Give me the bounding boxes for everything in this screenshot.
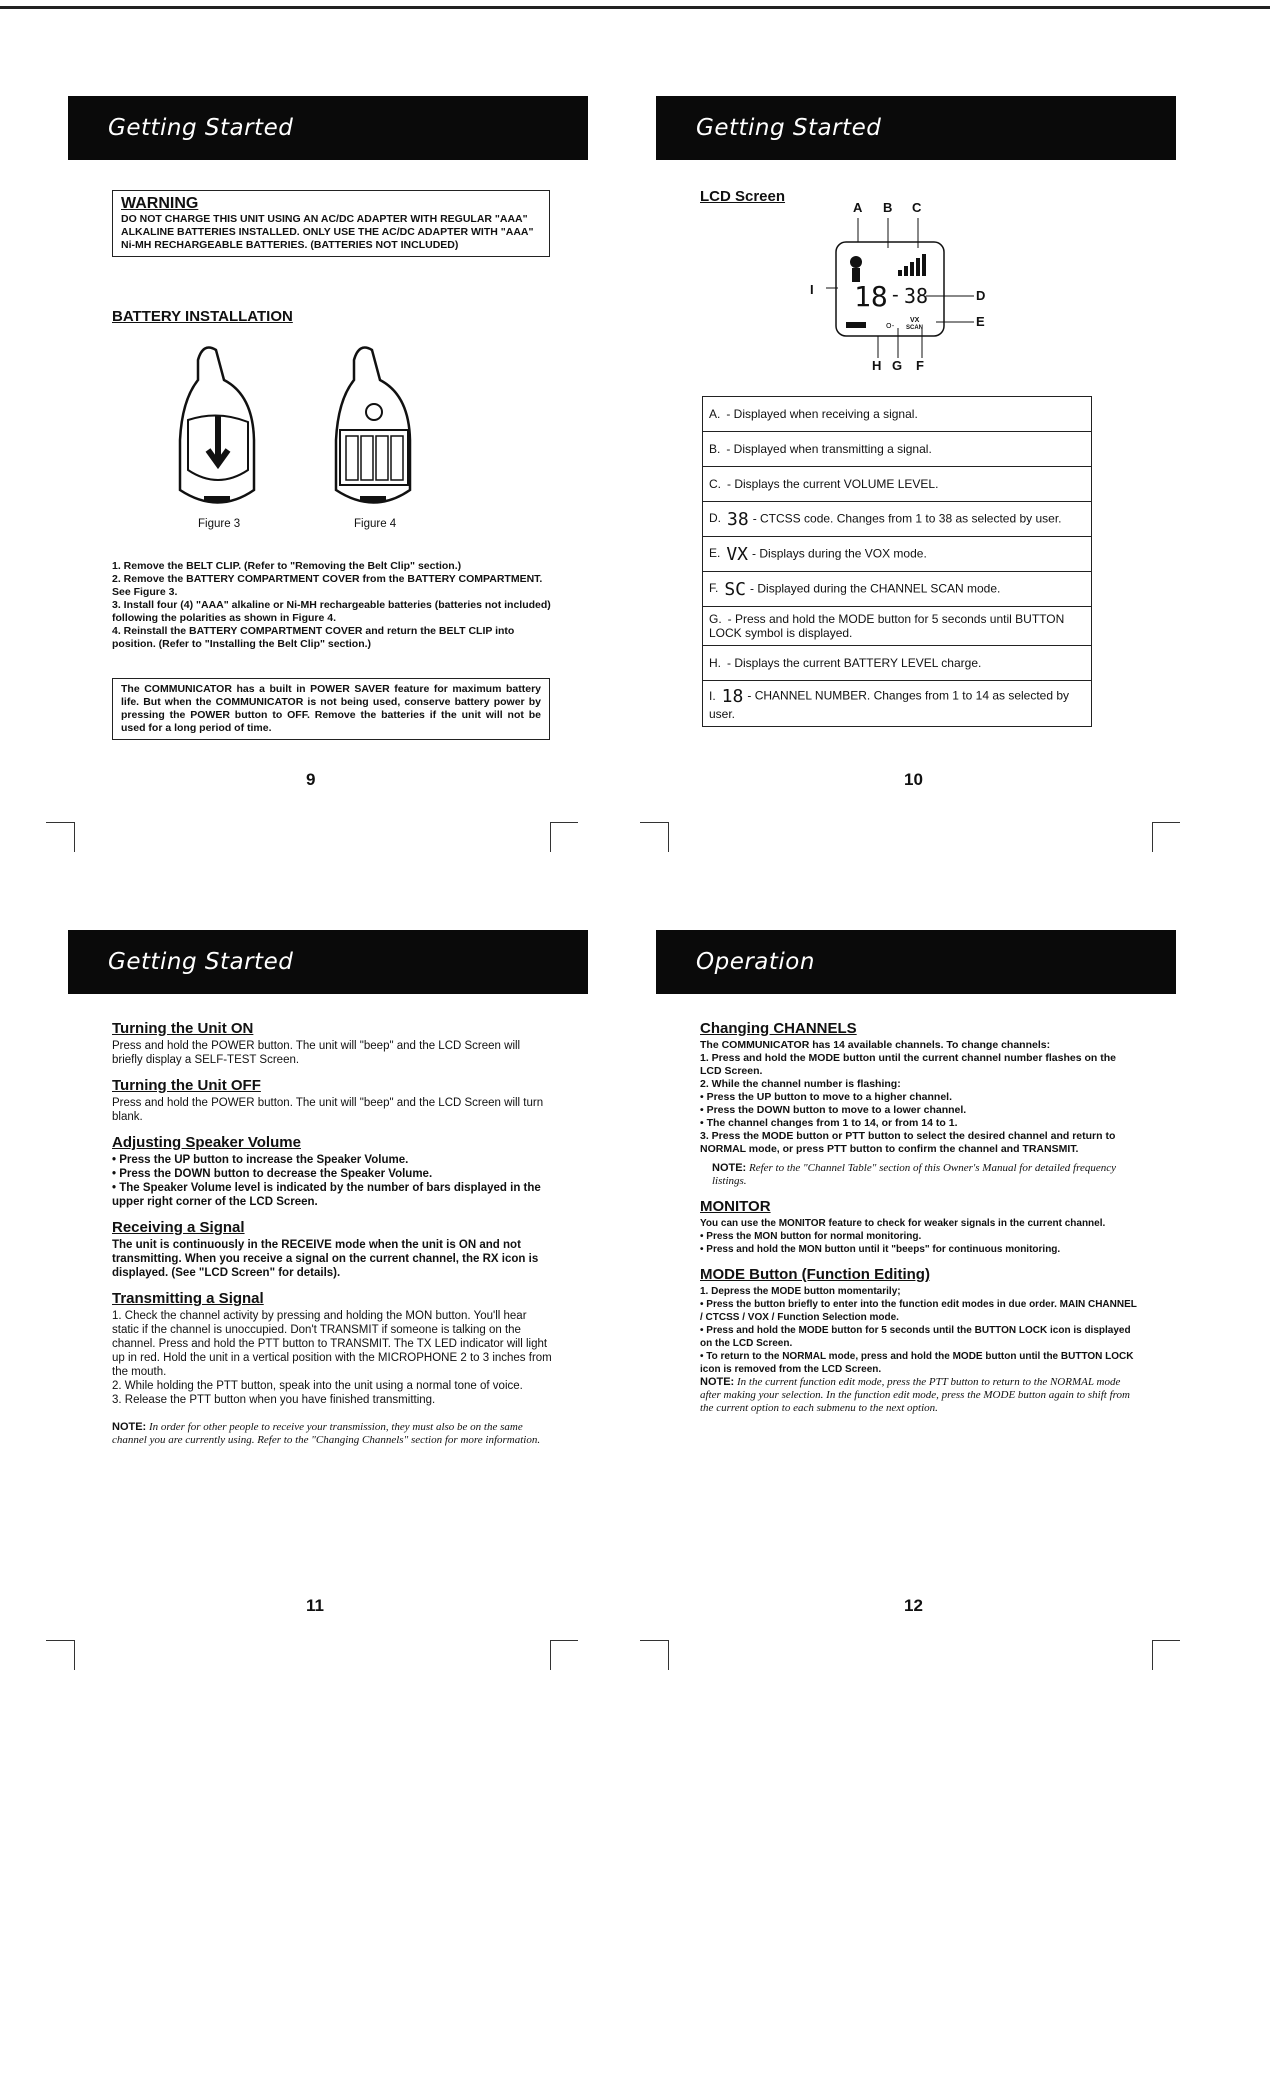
transmitting-list (112, 1309, 552, 1407)
callout-b: B (883, 200, 893, 215)
lcd-legend-cell (703, 572, 1092, 607)
mode-list (700, 1285, 1140, 1376)
turning-on-text: Press and hold the POWER button. The unit will "beep" and the LCD Screen will briefly display a SELF-TEST Screen. (112, 1040, 521, 1066)
page-11-banner: Getting Started (68, 930, 588, 994)
list-item: 1. Press and hold the MODE button until the current channel number flashes on the LCD Screen. (700, 1052, 1116, 1077)
callout-e: E (976, 314, 985, 329)
lcd-legend-cell (703, 607, 1092, 646)
channels-list (700, 1039, 1140, 1156)
mode-note (700, 1376, 1140, 1415)
page-9-banner: Getting Started (68, 96, 588, 160)
row-description: - CHANNEL NUMBER. Changes from 1 to 14 as selected by user. (709, 688, 1070, 721)
row-letter: F. (709, 581, 719, 596)
turning-off-title: Turning the Unit OFF (112, 1077, 261, 1094)
page-12 (656, 930, 1176, 1660)
callout-g: G (892, 358, 903, 373)
callout-f: F (916, 358, 924, 373)
page-10-banner: Getting Started (656, 96, 1176, 160)
battery-step: 3. Install four (4) "AAA" alkaline or Ni-MH rechargeable batteries (batteries not included) following the polarities as shown in Figure 4. (112, 599, 551, 624)
row-letter: H. (709, 656, 721, 670)
lcd-legend-table (702, 396, 1092, 727)
lcd-legend-row (703, 681, 1092, 727)
page-11-content (112, 1020, 552, 1447)
list-item: • Press the UP button to increase the Speaker Volume. (112, 1154, 409, 1166)
row-letter: I. (709, 688, 716, 703)
turning-on-title: Turning the Unit ON (112, 1020, 254, 1037)
page-number-9: 9 (306, 770, 316, 789)
receiving-text: The unit is continuously in the RECEIVE mode when the unit is ON and not transmitting. When you receive a signal on the current channel, the RX icon is displayed. (See "LCD Screen" for details). (112, 1239, 539, 1279)
note-text: In the current function edit mode, press the PTT button to return to the NORMAL mode after making your selection. In the function edit mode, press the MODE button again to shift from the current option to each submenu to the next option. (700, 1376, 1130, 1414)
figure-4-illustration (324, 340, 424, 512)
warning-box (112, 190, 550, 257)
row-description: - Displays the current VOLUME LEVEL. (727, 477, 939, 491)
transmitting-title: Transmitting a Signal (112, 1290, 264, 1307)
row-description: - Press and hold the MODE button for 5 seconds until BUTTON LOCK symbol is displayed. (709, 612, 1065, 640)
row-symbol: SC (724, 578, 747, 600)
list-item: • Press the UP button to move to a higher channel. (700, 1091, 953, 1103)
crop-mark (1152, 1640, 1180, 1641)
battery-installation-title: BATTERY INSTALLATION (112, 308, 293, 325)
crop-mark (550, 822, 551, 852)
figure-4-caption: Figure 4 (354, 518, 397, 530)
battery-steps (112, 560, 552, 651)
row-description: - CTCSS code. Changes from 1 to 38 as selected by user. (752, 511, 1062, 526)
row-description: - Displayed during the CHANNEL SCAN mode. (750, 581, 1001, 596)
crop-mark (550, 1640, 551, 1670)
figure-3-illustration (168, 340, 268, 512)
crop-mark (1152, 822, 1180, 823)
volume-list (112, 1153, 552, 1209)
callout-h: H (872, 358, 882, 373)
warning-text: DO NOT CHARGE THIS UNIT USING AN AC/DC ADAPTER WITH REGULAR "AAA" ALKALINE BATTERIES INSTALLED. ONLY USE THE AC/DC ADAPTER WITH "AAA" Ni-MH RECHARGEABLE BATTERIES. (BATTERIES NOT INCLUDED) (121, 213, 534, 251)
list-item: • Press the button briefly to enter into the function edit modes in due order. MAIN CHANNEL / CTCSS / VOX / Function Selection mode. (700, 1299, 1137, 1323)
lcd-legend-cell (703, 646, 1092, 681)
lcd-legend-row (703, 607, 1092, 646)
crop-mark (1152, 1640, 1153, 1670)
rx-tx-icon (850, 256, 862, 282)
channels-note (712, 1162, 1140, 1188)
lock-icon: O- (886, 322, 895, 330)
lcd-legend-cell (703, 502, 1092, 537)
crop-mark (668, 822, 669, 852)
mode-button-title: MODE Button (Function Editing) (700, 1266, 930, 1283)
warning-title: WARNING (121, 195, 199, 212)
crop-mark (46, 822, 74, 823)
page-10 (656, 96, 1176, 796)
lcd-legend-cell (703, 537, 1092, 572)
callout-a: A (853, 200, 863, 215)
lcd-vx-label: VX (910, 317, 920, 324)
row-letter: E. (709, 546, 721, 561)
lcd-legend-row (703, 646, 1092, 681)
page-9 (68, 96, 588, 796)
crop-mark (550, 1640, 578, 1641)
battery-level-icon (846, 322, 866, 328)
lcd-legend-row (703, 467, 1092, 502)
callout-i: I (810, 282, 814, 297)
crop-mark (640, 822, 668, 823)
page-12-content (700, 1020, 1140, 1415)
lcd-legend-row (703, 537, 1092, 572)
row-symbol: VX (726, 543, 749, 565)
transmit-note (112, 1421, 552, 1447)
power-saver-text: The COMMUNICATOR has a built in POWER SAVER feature for maximum battery life. But when the COMMUNICATOR is not being used, conserve battery power by pressing the POWER button to OFF. Remove the batteries if the unit will not be used for a long period of time. (121, 683, 541, 734)
list-item: • Press the DOWN button to decrease the Speaker Volume. (112, 1168, 433, 1180)
list-item: • Press the MON button for normal monitoring. (700, 1231, 922, 1242)
lcd-legend-row (703, 397, 1092, 432)
lcd-dash: - (892, 284, 899, 306)
list-item: 3. Press the MODE button or PTT button to select the desired channel and return to NORMAL mode, or press PTT button to confirm the channel and TRANSMIT. (700, 1130, 1116, 1155)
list-item: You can use the MONITOR feature to check for weaker signals in the current channel. (700, 1218, 1106, 1229)
row-symbol: 38 (727, 508, 749, 530)
callout-c: C (912, 200, 922, 215)
volume-title: Adjusting Speaker Volume (112, 1134, 301, 1151)
lcd-legend-cell (703, 397, 1092, 432)
list-item: 2. While holding the PTT button, speak into the unit using a normal tone of voice. (112, 1380, 523, 1392)
lcd-legend-row (703, 502, 1092, 537)
note-text: Refer to the "Channel Table" section of this Owner's Manual for detailed frequency listings. (712, 1162, 1116, 1187)
list-item: • The Speaker Volume level is indicated by the number of bars displayed in the upper right corner of the LCD Screen. (112, 1182, 541, 1208)
lcd-diagram (810, 200, 1066, 380)
figure-3-caption: Figure 3 (198, 518, 241, 530)
lcd-legend-cell (703, 681, 1092, 727)
volume-bars-icon (898, 254, 926, 276)
lcd-legend-row (703, 572, 1092, 607)
note-label: NOTE: (112, 1421, 147, 1433)
battery-step: 1. Remove the BELT CLIP. (Refer to "Removing the Belt Clip" section.) (112, 560, 462, 572)
row-letter: C. (709, 477, 721, 491)
crop-mark (46, 1640, 74, 1641)
row-description: - Displays during the VOX mode. (752, 546, 927, 561)
crop-mark (550, 822, 578, 823)
receiving-title: Receiving a Signal (112, 1219, 245, 1236)
power-saver-box (112, 678, 550, 740)
list-item: 1. Check the channel activity by pressing and holding the MON button. You'll hear static if the channel is unoccupied. Don't TRANSMIT if someone is talking on the channel. Press and hold the PTT button to TRANSMIT. The TX LED indicator will light up in red. Hold the unit in a vertical position with the MICROPHONE 2 to 3 inches from the mouth. (112, 1310, 552, 1378)
list-item: • To return to the NORMAL mode, press and hold the MODE button until the BUTTON LOCK icon is removed from the LCD Screen. (700, 1351, 1134, 1375)
row-symbol: 18 (721, 686, 744, 707)
list-item: The COMMUNICATOR has 14 available channels. To change channels: (700, 1039, 1051, 1051)
lcd-code-digits: 38 (904, 284, 929, 308)
page-number-12: 12 (904, 1596, 923, 1615)
page-number-10: 10 (904, 770, 923, 789)
page-11 (68, 930, 588, 1660)
changing-channels-title: Changing CHANNELS (700, 1020, 857, 1037)
list-item: • Press the DOWN button to move to a lower channel. (700, 1104, 967, 1116)
top-rule (0, 6, 1270, 9)
lcd-legend-row (703, 432, 1092, 467)
lcd-screen-title: LCD Screen (700, 188, 786, 205)
list-item: • Press and hold the MON button until it "beeps" for continuous monitoring. (700, 1244, 1061, 1255)
battery-step: 4. Reinstall the BATTERY COMPARTMENT COVER and return the BELT CLIP into position. (Refer to "Installing the Belt Clip" section.) (112, 625, 515, 650)
list-item: 1. Depress the MODE button momentarily; (700, 1286, 901, 1297)
crop-mark (668, 1640, 669, 1670)
lcd-legend-cell (703, 467, 1092, 502)
monitor-title: MONITOR (700, 1198, 771, 1215)
page-12-banner: Operation (656, 930, 1176, 994)
lcd-legend-cell (703, 432, 1092, 467)
lcd-scan-label: SCAN (906, 325, 924, 331)
note-label: NOTE: (712, 1162, 747, 1174)
list-item: 2. While the channel number is flashing: (700, 1078, 901, 1090)
crop-mark (74, 1640, 75, 1670)
monitor-list (700, 1217, 1140, 1256)
turning-off-text: Press and hold the POWER button. The unit will "beep" and the LCD Screen will turn blank. (112, 1097, 544, 1123)
row-letter: D. (709, 511, 721, 526)
row-description: - Displayed when receiving a signal. (726, 407, 918, 421)
note-label: NOTE: (700, 1376, 735, 1388)
row-letter: B. (709, 442, 721, 456)
page-number-11: 11 (306, 1596, 324, 1615)
crop-mark (74, 822, 75, 852)
lcd-channel-digits: 18 (854, 280, 888, 313)
note-text: In order for other people to receive your transmission, they must also be on the same channel you are currently using. Refer to the "Changing Channels" section for more information. (112, 1421, 541, 1446)
battery-step: 2. Remove the BATTERY COMPARTMENT COVER from the BATTERY COMPARTMENT. See Figure 3. (112, 573, 543, 598)
row-letter: A. (709, 407, 721, 421)
list-item: 3. Release the PTT button when you have finished transmitting. (112, 1394, 436, 1406)
callout-d: D (976, 288, 986, 303)
crop-mark (640, 1640, 668, 1641)
row-letter: G. (709, 612, 722, 626)
list-item: • The channel changes from 1 to 14, or from 14 to 1. (700, 1117, 958, 1129)
row-description: - Displays the current BATTERY LEVEL charge. (727, 656, 982, 670)
crop-mark (1152, 822, 1153, 852)
list-item: • Press and hold the MODE button for 5 seconds until the BUTTON LOCK icon is displayed on the LCD Screen. (700, 1325, 1131, 1349)
row-description: - Displayed when transmitting a signal. (726, 442, 932, 456)
